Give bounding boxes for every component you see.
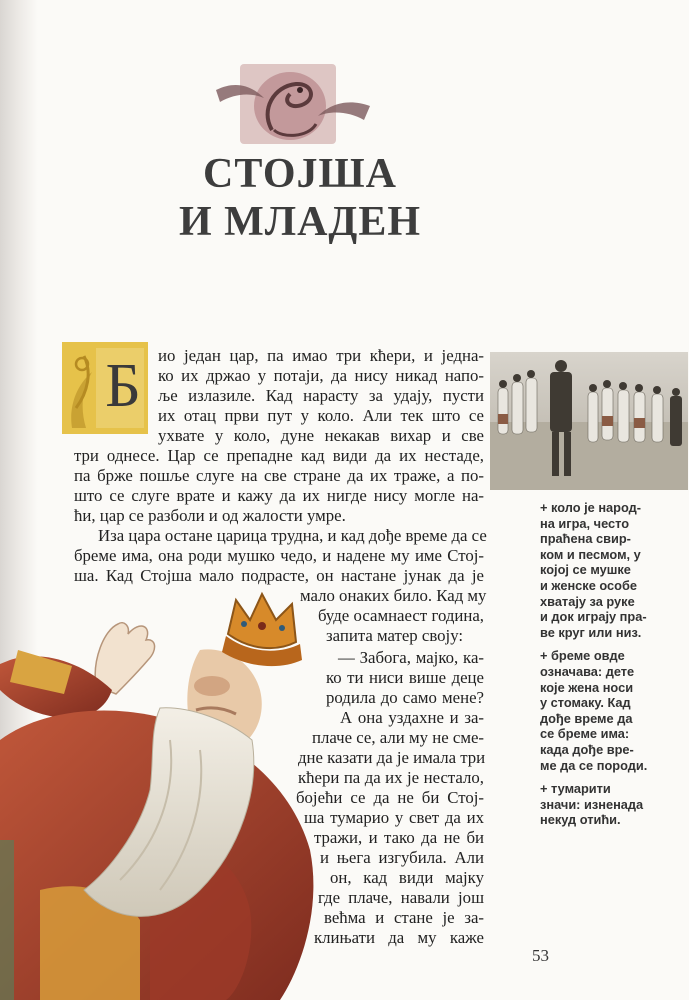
note-line: дође време да xyxy=(540,710,633,726)
note-line: које жена носи xyxy=(540,679,634,695)
note-line: на игра, често xyxy=(540,515,630,531)
note-line: праћена свир- xyxy=(540,531,631,547)
king-illustration xyxy=(0,590,330,1000)
body-line: ша. Кад Стојша мало подрасте, он настане јунак да је xyxy=(74,566,484,585)
body-line: ухвате у коло, дуне некакав вихар и све xyxy=(158,426,484,445)
note-line: значи: изненада xyxy=(540,796,644,812)
note-line: некуд отићи. xyxy=(540,812,621,828)
body-line: — Забога, мајко, ка- xyxy=(338,648,484,667)
body-line: ио један цар, па имао три кћери, и једна- xyxy=(158,346,484,365)
body-line: бреме има, она роди мушко чедо, и надене му име Стој- xyxy=(74,546,484,565)
glossary-note-kolo xyxy=(540,500,689,640)
page-number: 53 xyxy=(532,946,549,965)
body-line: мало онаких било. Кад му xyxy=(300,586,487,605)
dragon-emblem-icon xyxy=(212,58,372,150)
note-line: + тумарити xyxy=(540,781,611,797)
note-line: се бреме има: xyxy=(540,726,630,742)
glossary-note-tumariti xyxy=(540,781,689,828)
title-line-2: И МЛАДЕН xyxy=(178,199,421,245)
body-line: их отац први пут у коло. Али тек што се xyxy=(158,406,484,425)
body-line: дне казати да је имала три xyxy=(298,748,486,767)
body-line: буде осамнаест година, xyxy=(318,606,484,625)
kolo-dance-photo xyxy=(490,352,688,490)
note-line: + бреме овде xyxy=(540,648,625,664)
body-line: он, кад види мајку xyxy=(330,868,484,887)
title-line-1: СТОЈША xyxy=(203,151,397,197)
note-line: хватају за руке xyxy=(540,593,635,609)
body-line: тражи, и тако да не би xyxy=(314,828,484,847)
body-line: кћери па да их је нестало, xyxy=(298,768,484,787)
body-line: Иза цара остане царица трудна, и кад дође време да се xyxy=(98,526,487,545)
note-line: ком и песмом, у xyxy=(540,546,641,562)
body-line: па брже пошље слуге на све стране да их траже, а по- xyxy=(74,466,484,485)
body-line: и њега изгубила. Али xyxy=(320,848,484,867)
note-line: у стомаку. Кад xyxy=(540,695,631,711)
body-line: где плаче, навали још xyxy=(318,888,484,907)
body-line: бојећи се да не би Стој- xyxy=(296,788,484,807)
body-line: родила до само мене? xyxy=(326,688,484,707)
story-title xyxy=(150,150,450,246)
note-line: + коло је народ- xyxy=(540,500,642,515)
note-line: и женске особе xyxy=(540,577,637,593)
body-line: запита матер своју: xyxy=(326,626,464,645)
body-line: А она уздахне и за- xyxy=(340,708,484,727)
note-line: и док играју пра- xyxy=(540,609,647,625)
glossary-note-breme xyxy=(540,648,689,773)
body-line: клињати да му каже xyxy=(314,928,484,947)
body-line: што се слуге врате и кажу да их нигде нису могле на- xyxy=(74,486,484,505)
body-line: ћи, цар се разболи и од жалости умре. xyxy=(74,506,346,525)
body-line: ко их држао у потаји, да нису никад напо- xyxy=(158,366,484,385)
body-line: ље излазиле. Кад нарасту за удају, пусти xyxy=(158,386,484,405)
body-line: ша тумарио у свет да их xyxy=(304,808,484,827)
drop-cap-letter: Б xyxy=(105,352,141,420)
note-line: ве круг или низ. xyxy=(540,624,642,640)
body-line: плаче се, али му не сме- xyxy=(312,728,484,747)
note-line: којој се мушке xyxy=(540,562,631,578)
body-line: већма и стане је за- xyxy=(324,908,484,927)
body-line: три однесе. Цар се препадне кад види да их нестаде, xyxy=(74,446,484,465)
body-line: ко ти ниси више деце xyxy=(326,668,484,687)
glossary-notes xyxy=(540,500,689,836)
note-line: означава: дете xyxy=(540,663,635,679)
note-line: када дође вре- xyxy=(540,741,634,757)
note-line: ме да се породи. xyxy=(540,757,648,773)
